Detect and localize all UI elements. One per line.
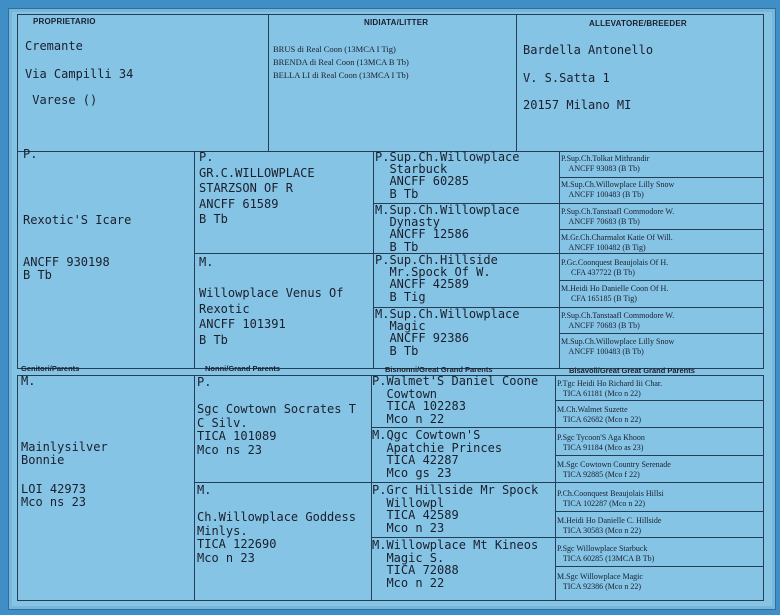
dam-granddam: M. Ch.Willowplace Goddess Minlys. TICA 122690 Mco n 23	[197, 483, 356, 565]
dam-gggp-5: P.Ch.Coonquest Beaujolais Hillsi TICA 102287 (Mco n 22)	[557, 489, 664, 508]
owner-name: Cremante	[25, 39, 83, 53]
sire-reg: ANCFF 930198	[23, 255, 110, 269]
dam-ggp-1: P.Walmet'S Daniel Coone Cowtown TICA 102283 Mco n 22	[372, 374, 539, 426]
dam-ggp-2: M.Qgc Cowtown'S Apatchie Princes TICA 42287 Mco gs 23	[372, 428, 503, 480]
sire-color: B Tb	[23, 268, 52, 282]
grandparents-column-label: Nonni/Grand Parents	[205, 364, 281, 373]
sire-name: Rexotic'S Icare	[23, 213, 132, 227]
litter-kitten-3: BELLA LI di Real Coon (13MCA I Tb)	[273, 70, 409, 80]
dam-name-2: Bonnie	[21, 453, 65, 467]
breeder-address: V. S.Satta 1	[523, 71, 610, 85]
dam-ggp-3: P.Grc Hillside Mr Spock Willowpl TICA 42589 Mco n 23	[372, 483, 539, 535]
sire-gggp-5: P.Gc.Coonquest Beaujolais Of H. CFA 437722 (B Tb)	[561, 258, 669, 277]
dam-color: Mco ns 23	[21, 495, 87, 509]
sire-gggp-3: P.Sup.Ch.Tanstaafl Commodore W. ANCFF 70683 (B Tb)	[561, 207, 675, 226]
breeder-label: ALLEVATORE/BREEDER	[589, 19, 687, 28]
dam-gggp-6: M.Heidi Ho Danielle C. Hillside TICA 30583 (Mco n 22)	[557, 516, 662, 535]
litter-kitten-1: BRUS di Real Coon (13MCA I Tig)	[273, 44, 396, 54]
litter-box	[268, 14, 517, 152]
sire-ggp-3: P.Sup.Ch.Hillside Mr.Spock Of W. ANCFF 42589 B Tig	[375, 253, 498, 304]
dam-grandsire: P. Sgc Cowtown Socrates T C Silv. TICA 101089 Mco ns 23	[197, 375, 356, 457]
litter-label: NIDIATA/LITTER	[364, 18, 429, 27]
dam-gggp-4: M.Sgc Cowtown Country Serenade TICA 92885 (Mco f 22)	[557, 460, 671, 479]
owner-label: PROPRIETARIO	[33, 17, 96, 26]
sire-gggp-6: M.Heidi Ho Danielle Coon Of H. CFA 165185 (B Tig)	[561, 284, 669, 303]
dam-ggp-4: M.Willowplace Mt Kineos Magic S. TICA 72088 Mco n 22	[372, 538, 539, 590]
dam-reg: LOI 42973	[21, 482, 87, 496]
pedigree-certificate	[8, 8, 776, 610]
sire-gggp-1: P.Sup.Ch.Tolkat Mithrandir ANCFF 93083 (B Tb)	[561, 154, 650, 173]
sire-ggp-2: M.Sup.Ch.Willowplace Dynasty ANCFF 12586 B Tb	[375, 203, 520, 254]
dam-name-1: Mainlysilver	[21, 440, 108, 454]
owner-city: Varese ()	[25, 93, 98, 107]
sire-gggp-2: M.Sup.Ch.Willowplace Lilly Snow ANCFF 100483 (B Tb)	[561, 180, 675, 199]
owner-address: Via Campilli 34	[25, 67, 134, 81]
parents-column-label: Genitori/Parents	[21, 364, 80, 373]
breeder-city: 20157 Milano MI	[523, 98, 632, 112]
dam-prefix: M.	[21, 374, 36, 388]
gg-grandparents-column-label: Bisavoli/Great Great Grand Parents	[569, 366, 695, 375]
dam-gggp-7: P.Sgc Willowplace Starbuck TICA 60285 (13MCA B Tb)	[557, 544, 655, 563]
dam-gggp-1: P.Tgc Heidi Ho Richard Iii Char. TICA 61181 (Mco n 22)	[557, 379, 663, 398]
sire-grandsire: P. GR.C.WILLOWPLACE STARZSON OF R ANCFF 61589 B Tb	[199, 150, 315, 226]
dam-gggp-2: M.Ch.Walmet Suzette TICA 62682 (Mco n 22)	[557, 405, 642, 424]
sire-prefix: P.	[23, 147, 38, 161]
sire-gggp-8: M.Sup.Ch.Willowplace Lilly Snow ANCFF 100483 (B Tb)	[561, 337, 675, 356]
litter-kitten-2: BRENDA di Real Coon (13MCA B Tb)	[273, 57, 409, 67]
owner-box	[17, 14, 269, 152]
great-grandparents-column-label: Bisnonni/Great Grand Parents	[385, 365, 493, 374]
sire-granddam: M. Willowplace Venus Of Rexotic ANCFF 101391 B Tb	[199, 255, 344, 347]
dam-gggp-3: P.Sgc Tycoon'S Aga Khoon TICA 91184 (Mco as 23)	[557, 433, 645, 452]
sire-ggp-1: P.Sup.Ch.Willowplace Starbuck ANCFF 60285 B Tb	[375, 150, 520, 201]
dam-gggp-8: M.Sgc Willowplace Magic TICA 92386 (Mco n 22)	[557, 572, 643, 591]
sire-gggp-4: M.Gr.Ch.Charmalot Katie Of Will. ANCFF 100482 (B Tig)	[561, 233, 673, 252]
sire-gggp-7: P.Sup.Ch.Tanstaafl Commodore W. ANCFF 70683 (B Tb)	[561, 311, 675, 330]
breeder-name: Bardella Antonello	[523, 43, 654, 57]
sire-ggp-4: M.Sup.Ch.Willowplace Magic ANCFF 92386 B Tb	[375, 307, 520, 358]
